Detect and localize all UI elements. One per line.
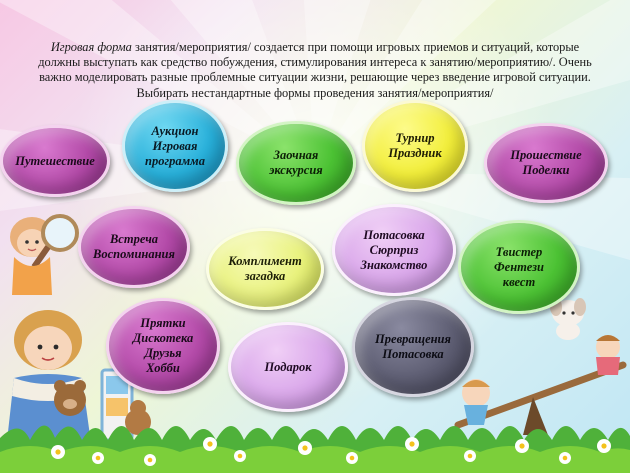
bubble-twister-label: Твистер Фентези квест [494,244,544,289]
bubble-travel-label: Путешествие [15,153,95,168]
bubble-hide-and-seek-label: Прятки Дискотека Друзья Хобби [132,316,194,375]
bubble-twister [458,220,580,314]
bubble-hide-and-seek [106,298,220,394]
bubble-auction [122,100,228,192]
intro-text: занятия/мероприятия/ создается при помощи игровых приемов и ситуаций, которые должны выступать как средство побуждения, стимулирования интереса к занятию/мероприятию/. Очень важно моделировать разные проблемные ситуации жизни, решающие через введение игровой ситуации. Выбирать нестандартные формы проведения занятия/мероприятия/ [38,40,592,100]
bubble-meeting [78,206,190,288]
bubble-gift [228,322,348,412]
bubble-excursion-label: Заочная экскурсия [269,148,323,177]
bubble-past-label: Прошествие Поделки [510,148,582,177]
bubble-compliment-label: Комплимент загадка [228,254,302,283]
bubble-transform [352,297,474,397]
bubble-shuffle [332,204,456,296]
bubble-excursion [236,121,356,205]
bubble-transform-label: Превращения Потасовка [375,332,451,361]
bubble-meeting-label: Встреча Воспоминания [93,232,175,261]
bubble-tournament-label: Турнир Праздник [388,131,442,160]
bubble-travel [0,125,110,197]
bubble-compliment [206,228,324,310]
bubble-shuffle-label: Потасовка Сюрприз Знакомство [360,227,428,272]
intro-term: Игровая форма [50,40,132,54]
bubble-auction-label: Аукцион Игровая программа [145,123,205,168]
bubble-tournament [362,100,468,192]
bubble-past [484,123,608,203]
bubble-gift-label: Подарок [264,359,312,374]
